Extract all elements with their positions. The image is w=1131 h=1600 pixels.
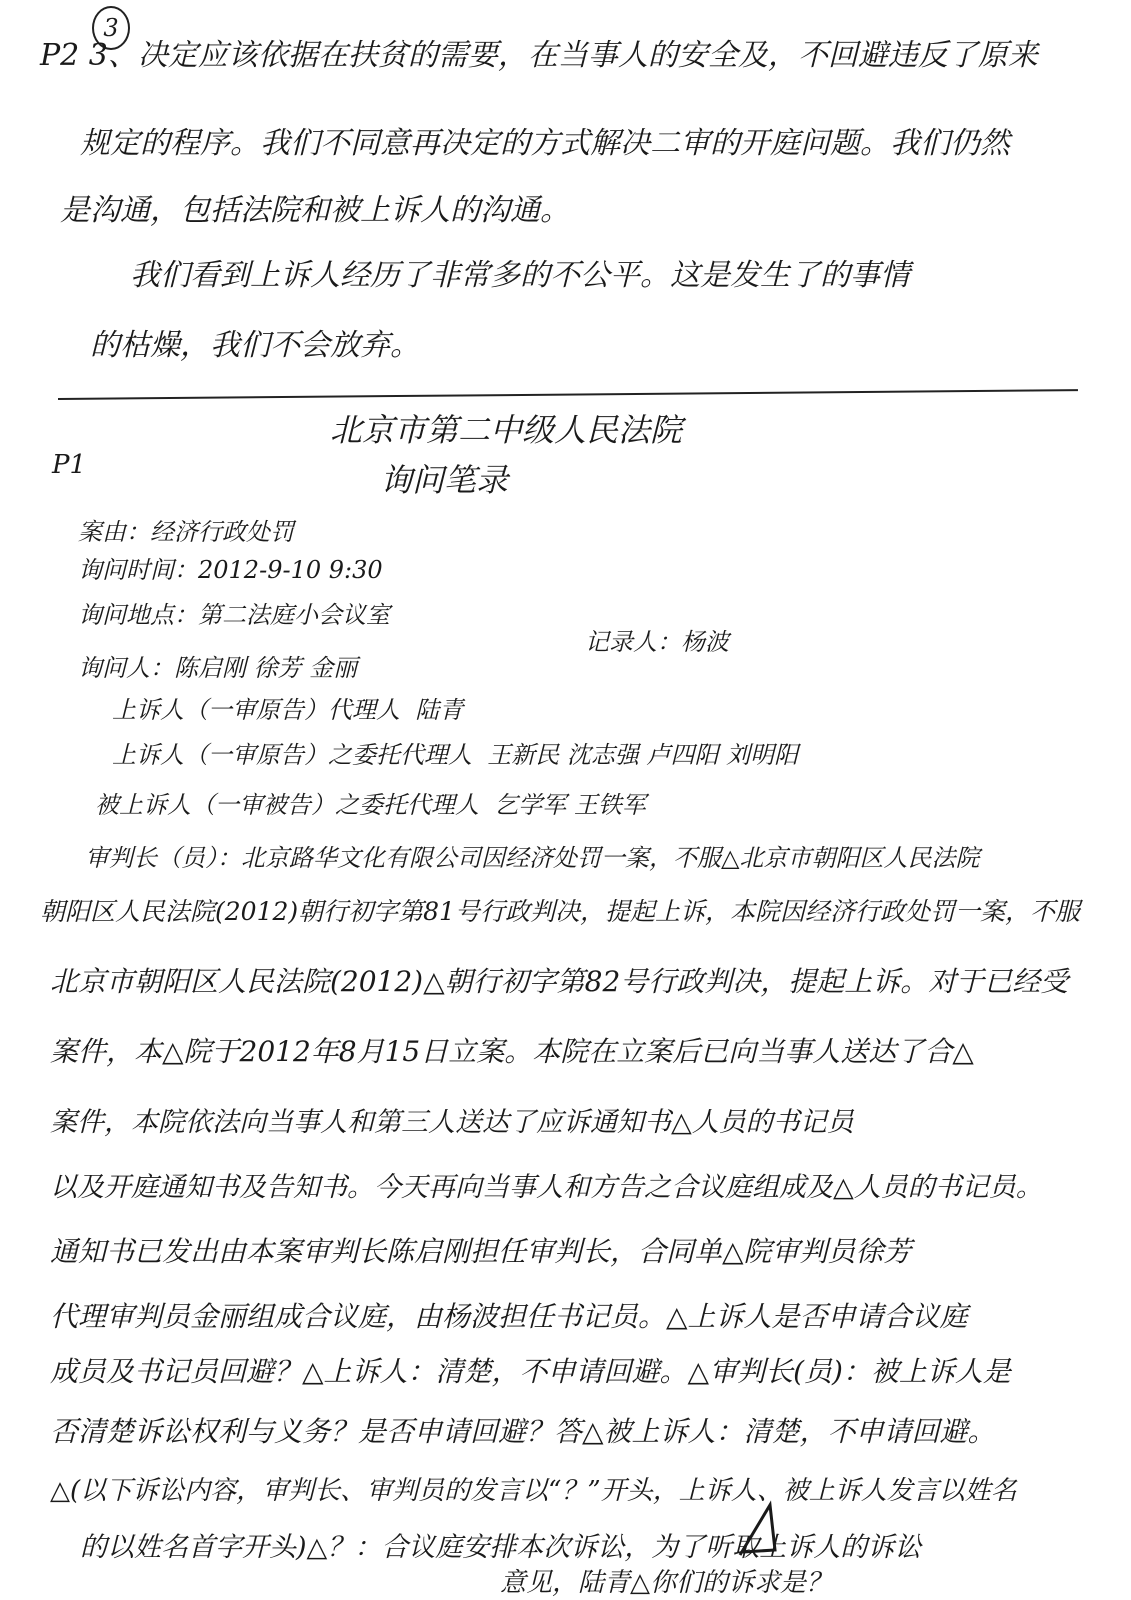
text-line: 是沟通，包括法院和被上诉人的沟通。 (60, 193, 570, 228)
body-line: 朝阳区人民法院(2012)朝行初字第81号行政判决，提起上诉，本院因经济行政处罚一案，不服 (40, 897, 1080, 926)
handwritten-mark (735, 1500, 795, 1560)
section-divider (58, 389, 1078, 400)
page-number-circle: 3 (92, 6, 130, 50)
body-line: 通知书已发出由本案审判长陈启刚担任审判长，合同单△院审判员徐芳 (50, 1235, 912, 1268)
field-label: 询问地点 (78, 601, 174, 629)
record-subtitle: 询问笔录 (380, 461, 509, 499)
field-label: 询问时间 (78, 556, 174, 584)
field-value: 经济行政处罚 (150, 518, 294, 546)
page-label: P1 (52, 450, 87, 480)
body-line: 案件，本院依法向当事人和第三人送达了应诉通知书△人员的书记员 (50, 1107, 854, 1138)
field-value: 陈启刚 徐芳 金丽 (174, 654, 358, 682)
text-line: P2 3、决定应该依据在扶贫的需要，在当事人的安全及，不回避违反了原来 (40, 38, 1038, 73)
body-line: 代理审判员金丽组成合议庭，由杨波担任书记员。△上诉人是否申请合议庭 (50, 1300, 968, 1333)
party-row (112, 735, 798, 770)
record-title: 北京市第二中级人民法院 (330, 411, 683, 449)
body-line: 否清楚诉讼权利与义务？是否申请回避？答△被上诉人：清楚，不申请回避。 (50, 1415, 996, 1448)
field-label: 案由 (78, 518, 126, 546)
text-line: 规定的程序。我们不同意再决定的方式解决二审的开庭问题。我们仍然 (80, 126, 1010, 161)
body-line: 案件，本△院于2012年8月15日立案。本院在立案后已向当事人送达了合△ (50, 1035, 974, 1068)
party-names: 陆青 (415, 696, 464, 724)
body-line: 北京市朝阳区人民法院(2012)△朝行初字第82号行政判决，提起上诉。对于已经受 (50, 965, 1069, 998)
party-role: 上诉人（一审原告）代理人 (112, 696, 400, 724)
field-row: 询问时间：2012-9-10 9:30 (78, 556, 383, 584)
field-value: 第二法庭小会议室 (198, 601, 390, 629)
body-line: 审判长（员）：北京路华文化有限公司因经济处罚一案，不服△北京市朝阳区人民法院 (85, 844, 980, 872)
body-line: △(以下诉讼内容，审判长、审判员的发言以“？”开头，上诉人、被上诉人发言以姓名 (50, 1476, 1017, 1506)
party-names: 王新民 沈志强 卢四阳 刘明阳 (487, 741, 799, 769)
field-value: 2012-9-10 9:30 (198, 556, 383, 584)
party-row (112, 690, 463, 725)
party-row (95, 785, 646, 820)
party-role: 被上诉人（一审被告）之委托代理人 (95, 791, 479, 819)
body-line: 的以姓名首字开头)△？：合议庭安排本次诉讼，为了听取上诉人的诉讼 (80, 1532, 922, 1563)
party-names: 乞学军 王铁军 (494, 791, 646, 819)
field-row: 案由：经济行政处罚 (78, 518, 294, 546)
field-label: 记录人 (585, 628, 657, 656)
text-line: 的枯燥，我们不会放弃。 (90, 328, 420, 363)
field-row: 询问人：陈启刚 徐芳 金丽 (78, 654, 358, 682)
field-label: 询问人 (78, 654, 150, 682)
field-value: 杨波 (681, 628, 729, 656)
text-line: 我们看到上诉人经历了非常多的不公平。这是发生了的事情 (130, 258, 910, 293)
body-line: 意见，陆青△你们的诉求是？ (500, 1568, 832, 1598)
body-line: 成员及书记员回避？△上诉人：清楚，不申请回避。△审判长(员)：被上诉人是 (50, 1355, 1011, 1388)
field-row: 记录人：杨波 (585, 628, 729, 656)
field-row: 询问地点：第二法庭小会议室 (78, 601, 390, 629)
party-role: 上诉人（一审原告）之委托代理人 (112, 741, 472, 769)
body-line: 以及开庭通知书及告知书。今天再向当事人和方告之合议庭组成及△人员的书记员。 (50, 1172, 1043, 1203)
